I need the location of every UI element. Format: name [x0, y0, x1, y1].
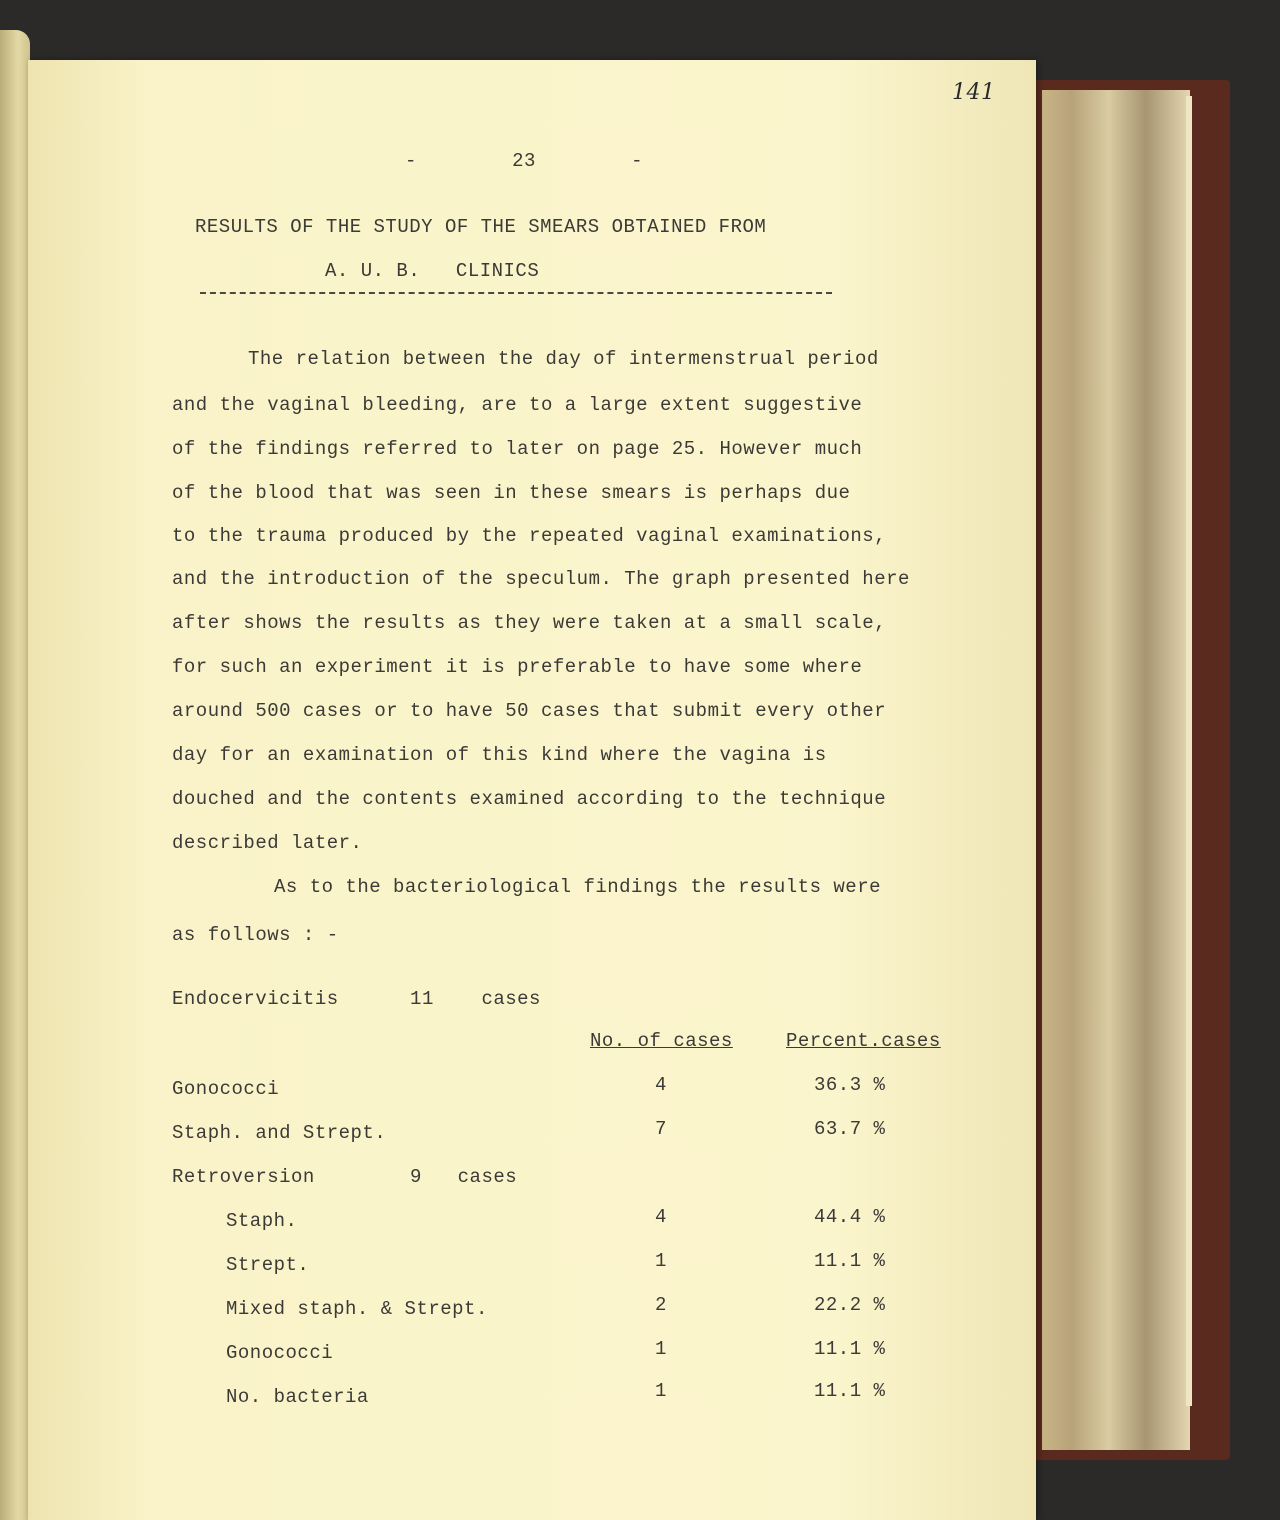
- folio-number: 141: [952, 80, 996, 105]
- table-row-name: Mixed staph. & Strept.: [226, 1298, 488, 1320]
- table-row-count: 4: [655, 1074, 667, 1096]
- table-row-count: 4: [655, 1206, 667, 1228]
- paragraph-line: douched and the contents examined according to the technique: [172, 788, 887, 810]
- group-label-endocervicitis: Endocervicitis 11 cases: [172, 988, 541, 1010]
- table-row-count: 2: [655, 1294, 667, 1316]
- paragraph-line: after shows the results as they were taken at a small scale,: [172, 612, 887, 634]
- page-block-edges: [1042, 90, 1190, 1450]
- table-row-name: Staph. and Strept.: [172, 1122, 387, 1144]
- table-row-percent: 44.4 %: [814, 1206, 886, 1228]
- paragraph-line: and the vaginal bleeding, are to a large extent suggestive: [172, 394, 863, 416]
- page-number: - 23 -: [405, 150, 644, 172]
- group-label-retroversion: Retroversion 9 cases: [172, 1166, 518, 1188]
- title-line-2: A. U. B. CLINICS: [325, 260, 540, 282]
- title-dashed-rule: [200, 292, 832, 294]
- table-row-count: 1: [655, 1338, 667, 1360]
- table-row-name: Staph.: [226, 1210, 298, 1232]
- paragraph-line: of the blood that was seen in these smears is perhaps due: [172, 482, 851, 504]
- title-line-1: RESULTS OF THE STUDY OF THE SMEARS OBTAINED FROM: [195, 216, 767, 238]
- table-row-percent: 11.1 %: [814, 1380, 886, 1402]
- table-row-name: Gonococci: [172, 1078, 280, 1100]
- table-row-percent: 11.1 %: [814, 1338, 886, 1360]
- table-row-name: Strept.: [226, 1254, 310, 1276]
- paragraph-line: described later.: [172, 832, 363, 854]
- table-row-percent: 22.2 %: [814, 1294, 886, 1316]
- paragraph-line: for such an experiment it is preferable to have some where: [172, 656, 863, 678]
- left-page-edge: [0, 30, 30, 1520]
- paragraph-line: As to the bacteriological findings the results were: [274, 876, 881, 898]
- column-header-percent: Percent.cases: [786, 1030, 941, 1052]
- table-row-count: 1: [655, 1380, 667, 1402]
- table-row-percent: 11.1 %: [814, 1250, 886, 1272]
- paragraph-line: day for an examination of this kind where the vagina is: [172, 744, 827, 766]
- table-row-percent: 36.3 %: [814, 1074, 886, 1096]
- table-row-name: No. bacteria: [226, 1386, 369, 1408]
- column-header-cases: No. of cases: [590, 1030, 733, 1052]
- table-row-percent: 63.7 %: [814, 1118, 886, 1140]
- page-edge-strip: [1186, 96, 1192, 1406]
- table-row-name: Gonococci: [226, 1342, 334, 1364]
- paragraph-line: The relation between the day of intermenstrual period: [248, 348, 879, 370]
- paragraph-line: of the findings referred to later on page 25. However much: [172, 438, 863, 460]
- paragraph-line: around 500 cases or to have 50 cases that submit every other: [172, 700, 887, 722]
- paragraph-line: to the trauma produced by the repeated vaginal examinations,: [172, 525, 887, 547]
- table-row-count: 1: [655, 1250, 667, 1272]
- table-row-count: 7: [655, 1118, 667, 1140]
- paragraph-line: and the introduction of the speculum. The graph presented here: [172, 568, 910, 590]
- paragraph-line: as follows : -: [172, 924, 339, 946]
